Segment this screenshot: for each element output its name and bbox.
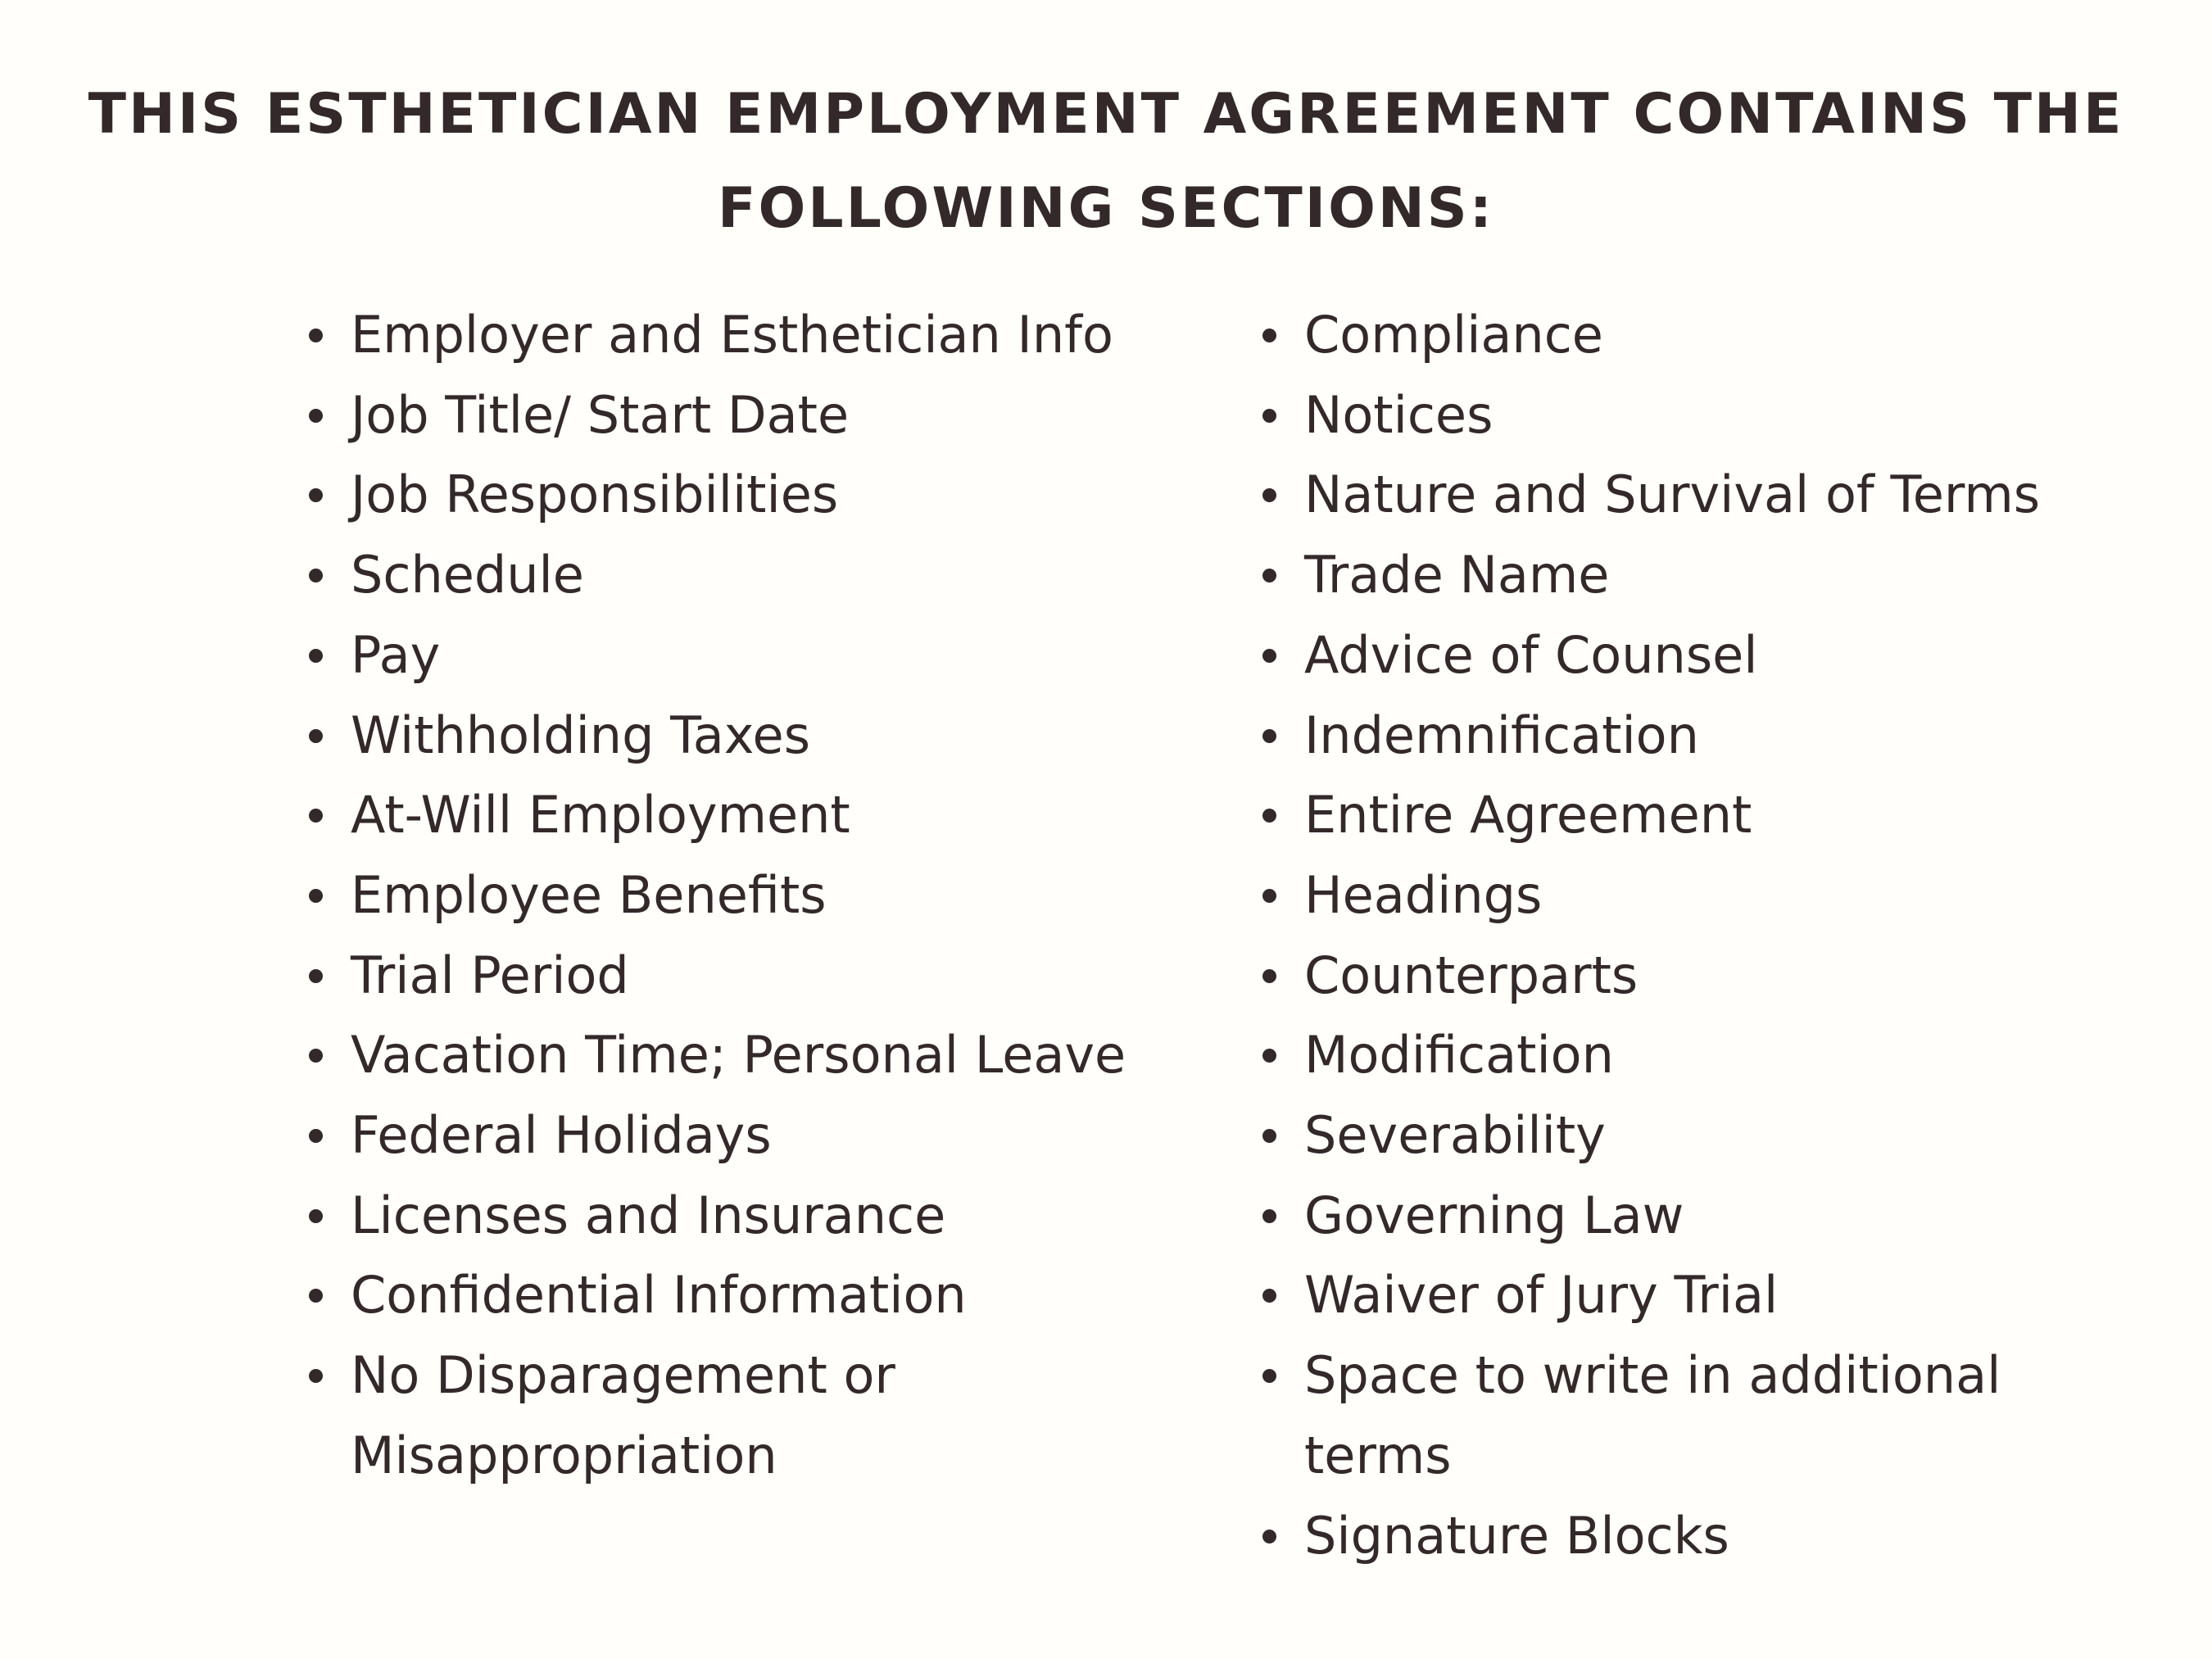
list-item: Nature and Survival of Terms (1304, 455, 2173, 535)
list-item: Job Responsibilities (351, 455, 1186, 535)
list-item: Signature Blocks (1304, 1496, 2173, 1576)
list-item-line: Misappropriation (351, 1425, 777, 1485)
list-item: Severability (1304, 1095, 2173, 1176)
list-item: Vacation Time; Personal Leave (351, 1015, 1186, 1095)
list-item: Employer and Esthetician Info (351, 295, 1186, 375)
list-item: Licenses and Insurance (351, 1176, 1186, 1256)
sections-list-right (1304, 295, 2173, 1575)
list-item: Advice of Counsel (1304, 615, 2173, 696)
list-item: Entire Agreement (1304, 775, 2173, 855)
page-title-line-1: THIS ESTHETICIAN EMPLOYMENT AGREEMENT CONTAINS THE (88, 82, 2124, 147)
list-item: Employee Benefits (351, 855, 1186, 936)
list-item-line: Space to write in additional (1304, 1345, 2001, 1406)
list-item: Governing Law (1304, 1176, 2173, 1256)
list-item (1304, 1335, 2173, 1495)
list-item: Indemnification (1304, 696, 2173, 776)
list-item: Trial Period (351, 936, 1186, 1016)
list-item: Compliance (1304, 295, 2173, 375)
list-item: Withholding Taxes (351, 696, 1186, 776)
sections-list-left (351, 295, 1186, 1496)
list-item-line: No Disparagement or (351, 1345, 895, 1406)
list-item: Headings (1304, 855, 2173, 936)
page-title (0, 67, 2212, 256)
list-item: Notices (1304, 375, 2173, 456)
list-item: Trade Name (1304, 535, 2173, 615)
page-title-line-2: FOLLOWING SECTIONS: (718, 176, 1494, 241)
list-item: At-Will Employment (351, 775, 1186, 855)
list-item: Job Title/ Start Date (351, 375, 1186, 456)
list-item: Waiver of Jury Trial (1304, 1255, 2173, 1335)
list-item: Confidential Information (351, 1255, 1186, 1335)
list-item: Federal Holidays (351, 1095, 1186, 1176)
list-item: Pay (351, 615, 1186, 696)
list-item-line: terms (1304, 1425, 1452, 1485)
list-item: Counterparts (1304, 936, 2173, 1016)
list-item: Schedule (351, 535, 1186, 615)
list-item: Modification (1304, 1015, 2173, 1095)
list-item (351, 1335, 1186, 1495)
